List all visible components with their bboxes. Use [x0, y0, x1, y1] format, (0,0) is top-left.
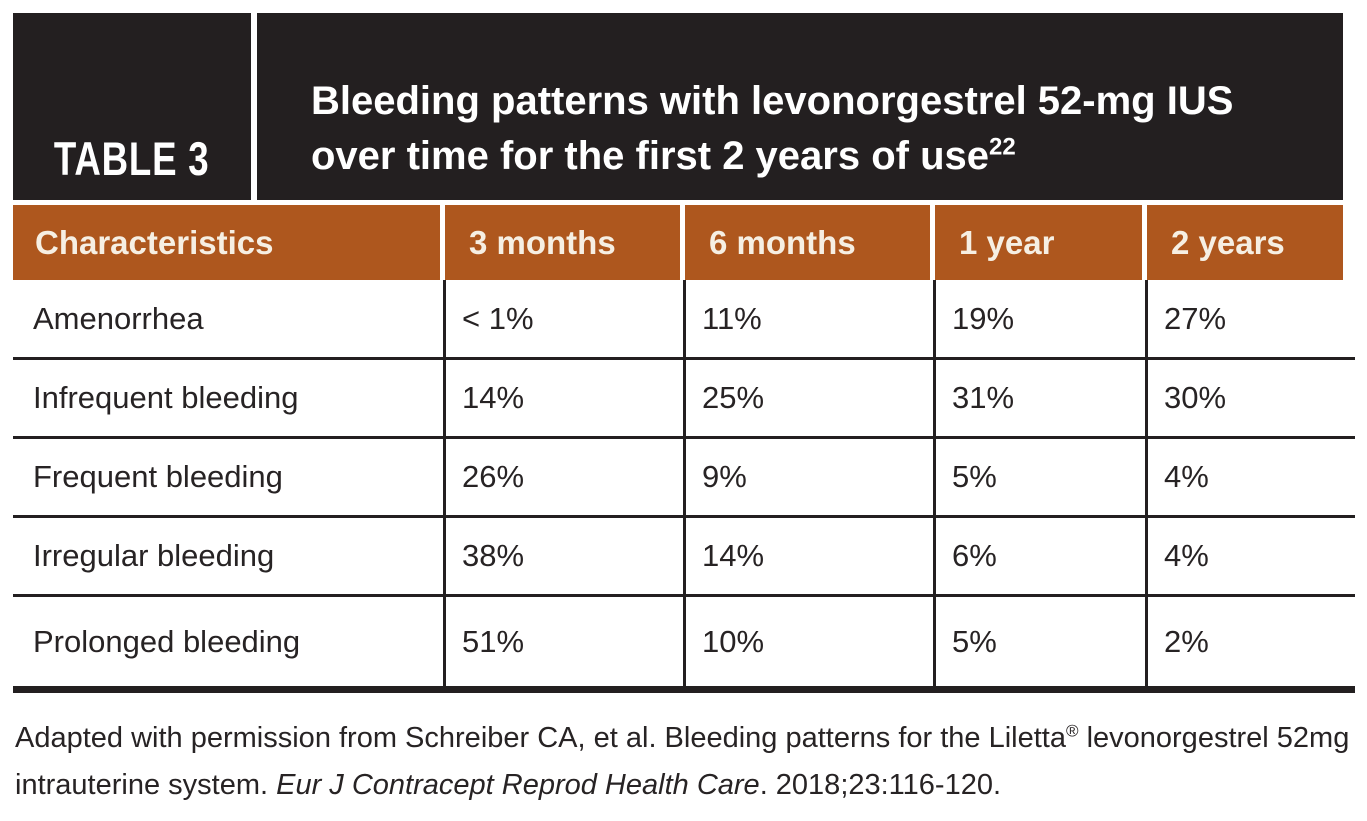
table-row	[13, 280, 1355, 360]
row-characteristic: Frequent bleeding	[33, 459, 283, 494]
row-value: 14%	[683, 518, 933, 594]
table-body	[13, 280, 1355, 693]
footnote-text-2: levonorgestrel 52mg intrauterine system.	[15, 722, 1350, 801]
row-value: 4%	[1145, 518, 1355, 594]
row-characteristic: Infrequent bleeding	[33, 380, 299, 415]
row-value: 27%	[1145, 280, 1355, 357]
column-header-1-year: 1 year	[935, 205, 1142, 280]
row-value: 19%	[933, 280, 1145, 357]
row-value: 5%	[933, 597, 1145, 686]
column-header-characteristics: Characteristics	[13, 205, 440, 280]
table-row	[13, 597, 1355, 693]
column-header-3-months: 3 months	[445, 205, 680, 280]
row-value: 6%	[933, 518, 1145, 594]
table-title-text-1: Bleeding patterns with levonorgestrel 52-mg IUS	[311, 78, 1234, 123]
column-header-2-years: 2 years	[1147, 205, 1343, 280]
row-characteristic: Irregular bleeding	[33, 538, 275, 573]
row-value: 30%	[1145, 360, 1355, 436]
table-row	[13, 360, 1355, 439]
table-row	[13, 439, 1355, 518]
reference-superscript: 22	[989, 133, 1016, 161]
footnote-text-3: . 2018;23:116-120.	[759, 768, 1002, 801]
footnote-text-1: Adapted with permission from Schreiber CA, et al. Bleeding patterns for the Liletta	[15, 722, 1066, 754]
row-value: 25%	[683, 360, 933, 436]
column-header-row	[13, 205, 1343, 280]
table-number-badge	[13, 13, 251, 200]
table-title-line-1	[311, 74, 1323, 129]
table-row	[13, 518, 1355, 597]
row-value: 4%	[1145, 439, 1355, 515]
table-header	[13, 13, 1343, 200]
row-value: 10%	[683, 597, 933, 686]
column-header-6-months: 6 months	[685, 205, 930, 280]
row-value: 26%	[443, 439, 683, 515]
table-number-label: TABLE 3	[54, 132, 210, 185]
row-value: 2%	[1145, 597, 1355, 686]
table-title-box	[257, 13, 1343, 200]
row-value: 9%	[683, 439, 933, 515]
row-value: 5%	[933, 439, 1145, 515]
row-characteristic: Amenorrhea	[33, 300, 204, 336]
table-title-text-2: over time for the first 2 years of use	[311, 133, 990, 178]
row-characteristic: Prolonged bleeding	[33, 623, 301, 659]
table-title-line-2	[311, 129, 1323, 184]
row-value: 31%	[933, 360, 1145, 436]
citation-footnote	[13, 715, 1353, 809]
row-value: 14%	[443, 360, 683, 436]
journal-name-italic: Eur J Contracept Reprod Health Care	[276, 768, 760, 801]
row-value: 51%	[443, 597, 683, 686]
registered-trademark-symbol: ®	[1065, 721, 1079, 741]
row-value: < 1%	[443, 280, 683, 357]
row-value: 11%	[683, 280, 933, 357]
row-value: 38%	[443, 518, 683, 594]
